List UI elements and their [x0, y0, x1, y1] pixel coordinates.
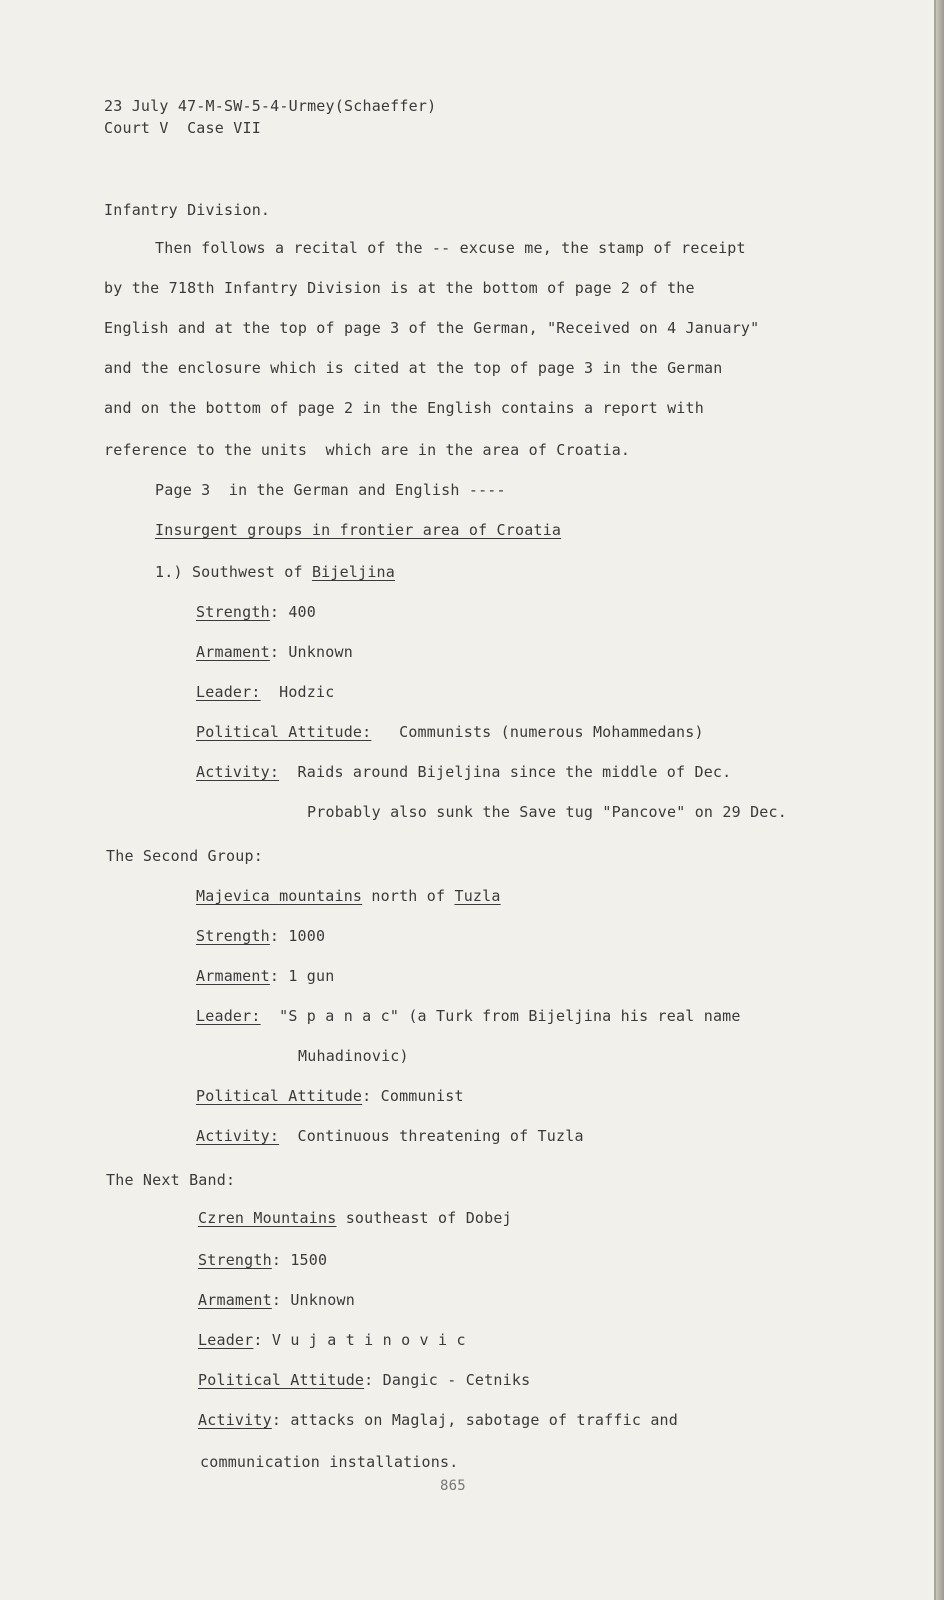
- political-value: : Communist: [362, 1087, 464, 1105]
- paragraph-line: Infantry Division.: [104, 201, 271, 219]
- group-1-political: [196, 722, 704, 742]
- activity-label: Activity: [198, 1411, 272, 1429]
- group-3-leader: [198, 1330, 466, 1350]
- armament-label: Armament: [196, 967, 270, 985]
- paragraph-line: Then follows a recital of the -- excuse me, the stamp of receipt: [155, 239, 746, 257]
- activity-label: Activity:: [196, 1127, 280, 1145]
- group-2-location-mid: north of: [362, 887, 455, 905]
- group-3-armament: [198, 1290, 355, 1310]
- leader-label: Leader: [198, 1331, 254, 1349]
- group-2-leader-cont: Muhadinovic): [298, 1047, 409, 1065]
- group-2-leader: [196, 1006, 741, 1026]
- armament-label: Armament: [198, 1291, 272, 1309]
- activity-value: : attacks on Maglaj, sabotage of traffic and: [271, 1411, 679, 1429]
- group-1-number: 1.): [155, 563, 183, 581]
- header-line-2: Court V Case VII: [104, 119, 261, 137]
- activity-label: Activity:: [196, 763, 280, 781]
- strength-value: : 1500: [271, 1251, 328, 1269]
- leader-value: Hodzic: [279, 683, 335, 701]
- group-1-location-line: [155, 562, 395, 582]
- armament-value: : Unknown: [271, 1291, 355, 1309]
- group-2-location-line: [196, 886, 501, 906]
- political-label: Political Attitude:: [196, 723, 372, 741]
- group-2-location-name: Majevica mountains: [196, 887, 363, 905]
- group-3-location-rest: southeast of Dobej: [336, 1209, 512, 1227]
- paragraph-line: and the enclosure which is cited at the top of page 3 in the German: [104, 359, 723, 377]
- page-number: 865: [440, 1478, 466, 1494]
- paragraph-line: by the 718th Infantry Division is at the bottom of page 2 of the: [104, 279, 695, 297]
- page-reference: Page 3 in the German and English ----: [155, 481, 506, 499]
- group-1-strength: [196, 602, 316, 622]
- armament-value: : Unknown: [269, 643, 353, 661]
- group-2-strength: [196, 926, 325, 946]
- group-3-location-line: [198, 1208, 512, 1228]
- group-2-armament: [196, 966, 334, 986]
- group-2-political: [196, 1086, 464, 1106]
- group-3-intro: The Next Band:: [106, 1171, 236, 1189]
- paragraph-line: reference to the units which are in the area of Croatia.: [104, 441, 631, 459]
- paragraph-line: and on the bottom of page 2 in the English contains a report with: [104, 399, 704, 417]
- group-3-location-name: Czren Mountains: [198, 1209, 337, 1227]
- armament-label: Armament: [196, 643, 270, 661]
- leader-label: Leader:: [196, 1007, 261, 1025]
- group-1-activity-cont: Probably also sunk the Save tug "Pancove" on 29 Dec.: [307, 803, 787, 821]
- page-edge: [936, 0, 944, 1600]
- strength-label: Strength: [196, 927, 270, 945]
- activity-value: Continuous threatening of Tuzla: [297, 1127, 584, 1145]
- group-1-location-name: Bijeljina: [311, 563, 396, 581]
- group-2-location-town: Tuzla: [454, 887, 501, 905]
- political-value: Communists (numerous Mohammedans): [399, 723, 704, 741]
- group-3-activity-cont: communication installations.: [200, 1453, 459, 1471]
- group-1-location-prefix: Southwest of: [191, 563, 312, 581]
- political-value: : Dangic - Cetniks: [364, 1371, 531, 1389]
- paragraph-line: English and at the top of page 3 of the German, "Received on 4 January": [104, 319, 760, 337]
- activity-value: Raids around Bijeljina since the middle of Dec.: [297, 763, 732, 781]
- leader-label: Leader:: [196, 683, 261, 701]
- leader-value: : V u j a t i n o v i c: [253, 1331, 466, 1349]
- strength-label: Strength: [196, 603, 270, 621]
- group-3-activity: [198, 1410, 678, 1430]
- section-heading: Insurgent groups in frontier area of Croatia: [155, 521, 562, 539]
- strength-value: : 1000: [269, 927, 326, 945]
- armament-value: : 1 gun: [269, 967, 335, 985]
- group-2-intro: The Second Group:: [106, 847, 263, 865]
- leader-value: "S p a n a c" (a Turk from Bijeljina his real name: [279, 1007, 741, 1025]
- header-line-1: 23 July 47-M-SW-5-4-Urmey(Schaeffer): [104, 97, 437, 115]
- group-2-activity: [196, 1126, 584, 1146]
- strength-value: : 400: [269, 603, 317, 621]
- group-3-political: [198, 1370, 530, 1390]
- group-1-armament: [196, 642, 353, 662]
- political-label: Political Attitude: [196, 1087, 363, 1105]
- strength-label: Strength: [198, 1251, 272, 1269]
- group-1-leader: [196, 682, 334, 702]
- political-label: Political Attitude: [198, 1371, 365, 1389]
- group-3-strength: [198, 1250, 327, 1270]
- group-1-activity: [196, 762, 731, 782]
